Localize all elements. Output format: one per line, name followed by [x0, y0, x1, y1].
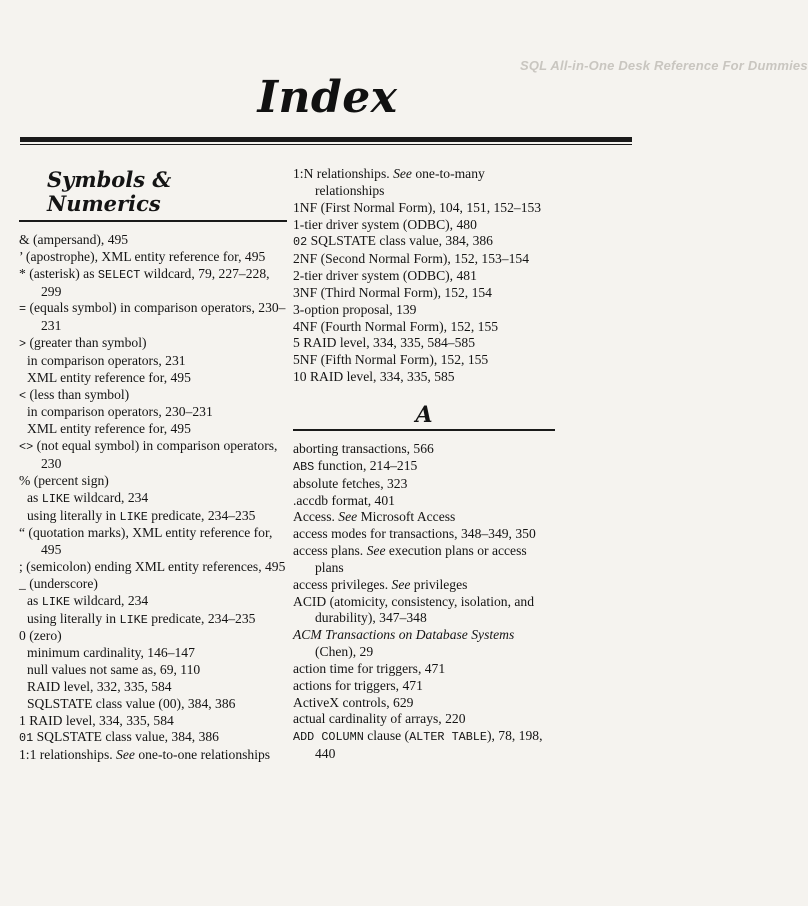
- index-entry: [293, 285, 555, 302]
- entry-post: (not equal symbol) in comparison operators, 230: [33, 438, 278, 471]
- index-subentry: [27, 611, 287, 629]
- index-entry: [19, 473, 287, 490]
- index-entries-numerics: [293, 166, 555, 386]
- entry-text: 3-option proposal, 139: [293, 301, 417, 317]
- entry-post: predicate, 234–235: [147, 507, 256, 523]
- index-entry: [19, 438, 287, 473]
- entry-italic: ACM Transactions on Database Systems: [293, 627, 515, 643]
- entry-text: 3NF (Third Normal Form), 152, 154: [293, 284, 492, 300]
- entry-text: 10 RAID level, 334, 335, 585: [293, 369, 455, 385]
- entry-pre: 1:1 relationships.: [19, 747, 117, 763]
- entry-pre: as: [27, 489, 42, 505]
- index-entry: [293, 728, 555, 763]
- index-entry: [293, 441, 555, 458]
- entry-see: See: [393, 166, 412, 181]
- entry-post: Microsoft Access: [357, 509, 456, 525]
- entry-code: <>: [19, 440, 34, 455]
- index-entry: [293, 476, 555, 493]
- entry-text: 2NF (Second Normal Form), 152, 153–154: [293, 251, 529, 267]
- index-entry: [19, 266, 287, 301]
- entry-text: 1 RAID level, 334, 335, 584: [19, 712, 174, 728]
- index-entry: [293, 233, 555, 251]
- entry-text: SQLSTATE class value (00), 384, 386: [27, 695, 236, 711]
- index-entry: [293, 217, 555, 234]
- entry-pre: Access.: [293, 509, 339, 525]
- index-entry: [293, 627, 555, 661]
- index-subentry: [27, 679, 287, 696]
- entry-text: 0 (zero): [19, 628, 62, 644]
- index-entry: [293, 711, 555, 728]
- index-entry: [19, 232, 287, 249]
- entry-code: =: [19, 302, 27, 317]
- index-subentry: [27, 593, 287, 611]
- entry-text: 5 RAID level, 334, 335, 584–585: [293, 335, 475, 351]
- index-entry: [293, 695, 555, 712]
- entry-code: LIKE: [41, 491, 71, 506]
- entry-text: ACID (atomicity, consistency, isolation, and durability), 347–348: [293, 593, 534, 626]
- index-entry: [19, 559, 287, 576]
- entry-post: one-to-one relationships: [134, 747, 271, 763]
- entry-pre: using literally in: [27, 507, 120, 523]
- entry-text: null values not same as, 69, 110: [27, 662, 201, 678]
- entry-text: XML entity reference for, 495: [27, 421, 191, 437]
- index-subentry: [27, 696, 287, 713]
- section-heading-symbols: Symbols & Numerics: [47, 167, 172, 216]
- entry-code: >: [19, 337, 27, 352]
- entry-text: “ (quotation marks), XML entity reference for, 495: [19, 525, 273, 558]
- index-entry: [293, 678, 555, 695]
- entry-text: RAID level, 332, 335, 584: [27, 678, 172, 694]
- entry-post: predicate, 234–235: [147, 610, 256, 626]
- entry-code: LIKE: [41, 594, 71, 609]
- entry-code: 01: [19, 731, 34, 746]
- entry-pre: access privileges.: [293, 576, 392, 592]
- page-title: Index: [257, 72, 398, 123]
- entry-text: XML entity reference for, 495: [27, 369, 191, 385]
- entry-text: & (ampersand), 495: [19, 232, 129, 247]
- entry-text: .accdb format, 401: [293, 492, 395, 508]
- entry-see: See: [391, 576, 411, 592]
- entry-text: access modes for transactions, 348–349, 350: [293, 526, 536, 542]
- entry-code: LIKE: [119, 509, 148, 524]
- index-entry: [19, 729, 287, 747]
- index-subentry: [27, 508, 287, 526]
- index-entry: [19, 576, 287, 593]
- index-subentry: [27, 370, 287, 387]
- index-entry: [293, 319, 555, 336]
- entry-pre: using literally in: [27, 610, 120, 626]
- entry-post: (equals symbol) in comparison operators, 230–231: [26, 300, 286, 334]
- entry-post: (greater than symbol): [26, 335, 147, 351]
- entry-code: <: [19, 388, 27, 403]
- index-entry: [19, 300, 287, 335]
- entry-text: 5NF (Fifth Normal Form), 152, 155: [293, 352, 489, 368]
- index-entry: [19, 387, 287, 405]
- entry-post2: ), 78, 198, 440: [315, 728, 543, 762]
- index-subentry: [27, 404, 287, 421]
- entry-post: privileges: [410, 576, 468, 592]
- entry-pre: 1:N relationships.: [293, 166, 394, 181]
- entry-text: 1-tier driver system (ODBC), 480: [293, 216, 477, 232]
- index-entry: [293, 200, 555, 217]
- index-entry: [19, 335, 287, 353]
- entry-code: 02: [293, 235, 308, 250]
- index-entry: [293, 335, 555, 352]
- entry-text: _ (underscore): [19, 575, 98, 591]
- entry-post: wildcard, 234: [70, 592, 149, 608]
- index-entry: [293, 302, 555, 319]
- index-entry: [293, 352, 555, 369]
- entry-text: 1NF (First Normal Form), 104, 151, 152–153: [293, 199, 542, 215]
- entry-text: minimum cardinality, 146–147: [27, 645, 195, 661]
- index-subentry: [27, 490, 287, 508]
- entry-text: ; (semicolon) ending XML entity references, 495: [19, 559, 286, 575]
- entry-code: LIKE: [119, 612, 148, 627]
- entry-pre: * (asterisk) as: [19, 265, 98, 281]
- entry-post: SQLSTATE class value, 384, 386: [33, 729, 219, 745]
- index-subentry: [27, 421, 287, 438]
- entry-post: (less than symbol): [26, 386, 130, 402]
- entry-post: wildcard, 79, 227–228, 299: [41, 265, 270, 299]
- index-entry: [19, 713, 287, 730]
- index-entries-a: [293, 441, 555, 763]
- entry-text: ActiveX controls, 629: [293, 694, 414, 710]
- index-entry: [293, 166, 555, 200]
- entry-text: 2-tier driver system (ODBC), 481: [293, 268, 477, 284]
- index-entry: [19, 628, 287, 645]
- title-rule-thin: [20, 144, 632, 145]
- entry-text: 4NF (Fourth Normal Form), 152, 155: [293, 318, 499, 334]
- entry-post: wildcard, 234: [70, 489, 149, 505]
- index-entry: [19, 525, 287, 559]
- entry-text: aborting transactions, 566: [293, 440, 434, 456]
- entry-see: See: [366, 543, 386, 559]
- entry-see: See: [116, 747, 135, 763]
- running-head: SQL All-in-One Desk Reference For Dummies: [520, 58, 808, 73]
- index-entry: [293, 369, 555, 386]
- index-entry: [293, 543, 555, 577]
- left-column: [19, 166, 287, 764]
- entry-post: function, 214–215: [314, 457, 418, 473]
- index-entry: [293, 509, 555, 526]
- index-subentry: [27, 353, 287, 370]
- index-entries-symbols: [19, 232, 287, 764]
- entry-code2: ALTER TABLE: [409, 730, 487, 745]
- entry-post: one-to-many relationships: [315, 166, 485, 198]
- entry-text: % (percent sign): [19, 472, 109, 488]
- index-entry: [19, 747, 287, 764]
- index-entry: [293, 526, 555, 543]
- index-entry: [293, 493, 555, 510]
- entry-text: action time for triggers, 471: [293, 660, 446, 676]
- entry-pre: as: [27, 592, 42, 608]
- index-entry: [293, 268, 555, 285]
- section-heading-a: A: [415, 401, 433, 428]
- entry-text: in comparison operators, 231: [27, 352, 186, 368]
- entry-pre: access plans.: [293, 543, 367, 559]
- entry-code: ADD COLUMN: [293, 730, 364, 745]
- entry-see: See: [338, 509, 358, 525]
- entry-post: SQLSTATE class value, 384, 386: [307, 233, 493, 249]
- title-rule: [20, 137, 632, 142]
- index-entry: [293, 251, 555, 268]
- entry-post: (Chen), 29: [315, 644, 374, 660]
- entry-text: actual cardinality of arrays, 220: [293, 711, 466, 727]
- index-entry: [293, 458, 555, 476]
- index-subentry: [27, 645, 287, 662]
- entry-text: absolute fetches, 323: [293, 475, 408, 491]
- entry-text: in comparison operators, 230–231: [27, 404, 213, 420]
- entry-post: clause (: [363, 728, 410, 744]
- entry-post: execution plans or access plans: [315, 543, 527, 575]
- right-column: [293, 166, 555, 763]
- index-subentry: [27, 662, 287, 679]
- entry-code: SELECT: [97, 267, 141, 282]
- section-rule: [293, 429, 555, 431]
- entry-text: actions for triggers, 471: [293, 677, 423, 693]
- section-rule: [19, 220, 287, 222]
- index-entry: [293, 661, 555, 678]
- entry-text: ’ (apostrophe), XML entity reference for, 495: [19, 248, 266, 264]
- index-entry: [19, 249, 287, 266]
- index-entry: [293, 594, 555, 628]
- entry-code: ABS: [293, 459, 315, 474]
- index-entry: [293, 577, 555, 594]
